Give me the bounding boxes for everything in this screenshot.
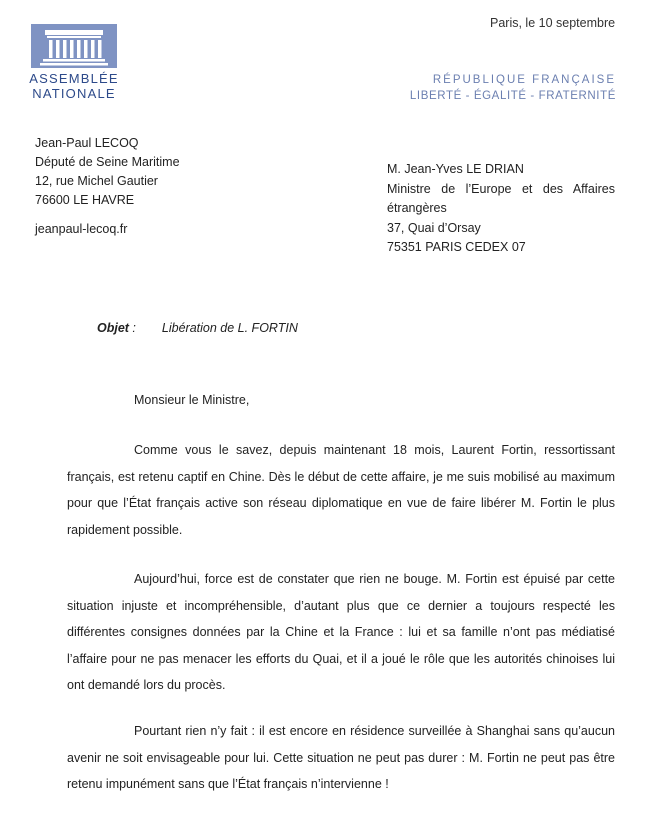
organization-name-line2: NATIONALE xyxy=(32,86,116,101)
recipient-name: M. Jean-Yves LE DRIAN xyxy=(387,162,524,176)
recipient-title-line1: Ministre de l’Europe et des Affaires xyxy=(387,181,615,196)
subject-label: Objet xyxy=(97,321,129,335)
subject-separator: : xyxy=(128,321,136,335)
salutation: Monsieur le Ministre, xyxy=(134,393,250,407)
republic-motto-text: LIBERTÉ - ÉGALITÉ - FRATERNITÉ xyxy=(409,90,616,102)
recipient-street: 37, Quai d’Orsay xyxy=(387,220,481,235)
recipient-block xyxy=(387,160,615,258)
body-paragraph: Aujourd’hui, force est de constater que rien ne bouge. M. Fortin est épuisé par cette situation injuste et incompréhensible, d’autant plus que ce dernier a toujours respecté les différentes consignes données par la Chine et la France : lui et sa famille n’ont pas médiatisé l’affaire pour ne pas menacer les efforts du Quai, et il a joué le rôle que les autorités chinoises lui ont demandé lors du procès. xyxy=(67,572,615,692)
sender-block xyxy=(35,134,180,210)
body-paragraph: Pourtant rien n’y fait : il est encore en résidence surveillée à Shanghai sans qu’aucun avenir ne soit envisageable pour lui. Cette situation ne peut pas durer : M. Fortin ne peut pas être retenu impunément sans que l’État français n’intervienne ! xyxy=(67,724,615,791)
sender-website: jeanpaul-lecoq.fr xyxy=(35,222,128,236)
body-paragraph: Comme vous le savez, depuis maintenant 18 mois, Laurent Fortin, ressortissant français, est retenu captif en Chine. Dès le début de cette affaire, je me suis mobilisé au maximum pour que l’État français active son réseau diplomatique en vue de faire libérer M. Fortin le plus rapidement possible. xyxy=(67,443,615,537)
assemblee-nationale-logo xyxy=(28,24,118,101)
hemicycle-columns-icon xyxy=(31,24,117,68)
subject-value: Libération de L. FORTIN xyxy=(161,321,298,335)
organization-name xyxy=(28,71,120,101)
subject-line xyxy=(97,321,298,335)
organization-name-line1: ASSEMBLÉE xyxy=(29,71,119,86)
republic-name: RÉPUBLIQUE FRANÇAISE xyxy=(432,74,616,86)
sender-title: Député de Seine Maritime xyxy=(35,155,180,169)
recipient-city: 75351 PARIS CEDEX 07 xyxy=(387,240,526,254)
republic-motto xyxy=(410,72,616,104)
sender-name: Jean-Paul LECOQ xyxy=(35,136,139,150)
recipient-title-line2: étrangères xyxy=(387,201,447,215)
letter-date: Paris, le 10 septembre xyxy=(490,16,616,30)
sender-street: 12, rue Michel Gautier xyxy=(35,174,158,188)
sender-city: 76600 LE HAVRE xyxy=(35,193,135,207)
